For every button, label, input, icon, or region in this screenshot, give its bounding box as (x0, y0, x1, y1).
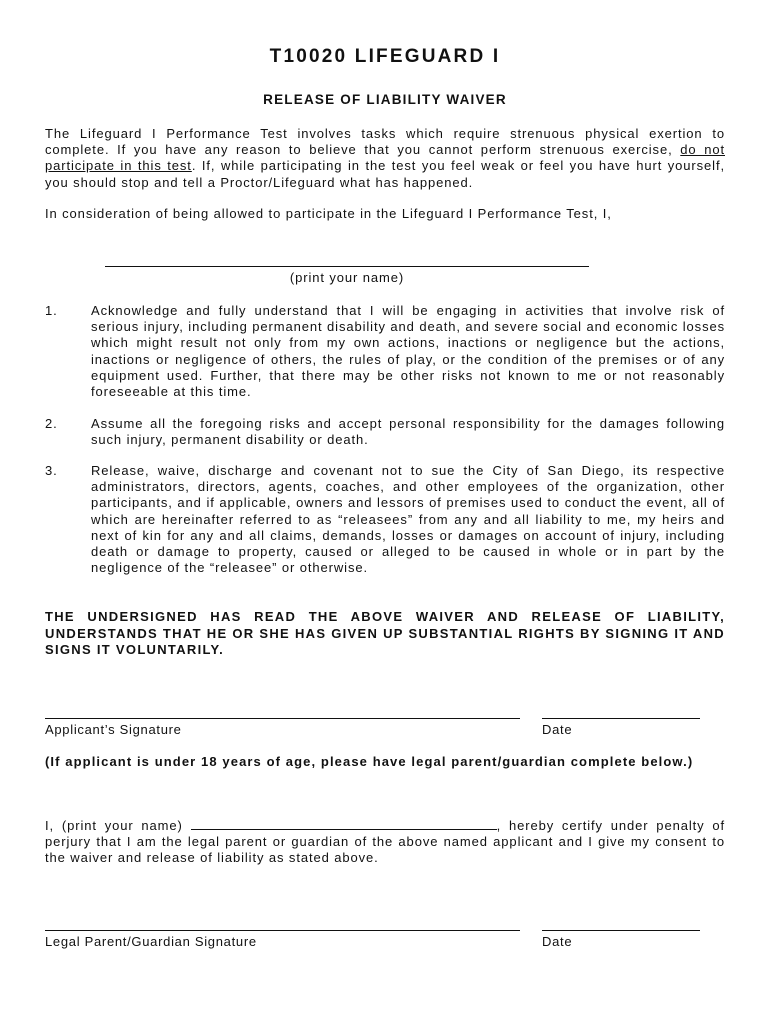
guardian-name-line[interactable] (191, 818, 497, 830)
applicant-date-line[interactable] (542, 718, 700, 719)
item-number: 1. (45, 303, 58, 318)
document-title: T10020 LIFEGUARD I (269, 46, 501, 67)
item-number: 2. (45, 416, 58, 431)
print-name-caption: (print your name) (289, 270, 405, 285)
item-text: Release, waive, discharge and covenant not to sue the City of San Diego, its respective administrators, directors, agents, coaches, and other employees of the organization, other participants, and if applicable, owners and lessors of premises used to conduct the event, all of which are hereinafter referred to as “releasees” from any and all liability to me, my heirs and next of kin for any and all claims, demands, losses or damages on account of injury, including death or damage to property, caused or alleged to be caused in whole or in part by the negligence of the “releasee” or otherwise. (91, 463, 725, 576)
certify-prefix: I, (print your name) (45, 818, 191, 833)
guardian-date-line[interactable] (542, 930, 700, 931)
guardian-signature-line[interactable] (45, 930, 520, 931)
guardian-signature-label: Legal Parent/Guardian Signature (45, 934, 257, 949)
guardian-certification (45, 818, 725, 867)
applicant-signature-label: Applicant’s Signature (45, 722, 182, 737)
intro-text-end: . If, while participating in the test you feel weak or feel you have hurt yourself, you should stop and tell a Proctor/Lifeguard what has happened. (45, 158, 725, 190)
intro-paragraph (45, 126, 725, 191)
intro-warning-underlined: do not participate in this test (45, 142, 725, 174)
intro-text-start: The Lifeguard I Performance Test involves tasks which require strenuous physical exertion to complete. If you have any reason to believe that you cannot perform strenuous exercise, (45, 126, 725, 158)
guardian-date-label: Date (542, 934, 573, 949)
minor-notice: (If applicant is under 18 years of age, please have legal parent/guardian complete below.) (45, 754, 694, 769)
applicant-signature-line[interactable] (45, 718, 520, 719)
document-subtitle: RELEASE OF LIABILITY WAIVER (263, 92, 507, 107)
certify-suffix: , hereby certify under penalty of perjury that I am the legal parent or guardian of the above named applicant and I give my consent to the waiver and release of liability as stated above. (45, 818, 725, 866)
item-text: Assume all the foregoing risks and accept personal responsibility for the damages following such injury, permanent disability or death. (91, 416, 725, 448)
print-name-line[interactable] (105, 266, 589, 267)
applicant-date-label: Date (542, 722, 573, 737)
item-text: Acknowledge and fully understand that I will be engaging in activities that involve risk of serious injury, including permanent disability and death, and severe social and economic losses which might result not only from my own actions, inactions or negligence but the actions, inactions or negligence of others, the rules of play, or the condition of the premises or of any equipment used. Further, that there may be other risks not known to me or not reasonably foreseeable at this time. (91, 303, 725, 400)
item-number: 3. (45, 463, 58, 478)
waiver-page (45, 0, 725, 1024)
consideration-paragraph: In consideration of being allowed to participate in the Lifeguard I Performance Test, I, (45, 206, 612, 221)
undersigned-statement: THE UNDERSIGNED HAS READ THE ABOVE WAIVER AND RELEASE OF LIABILITY, UNDERSTANDS THAT HE OR SHE HAS GIVEN UP SUBSTANTIAL RIGHTS BY SIGNING IT AND SIGNS IT VOLUNTARILY. (45, 609, 725, 657)
